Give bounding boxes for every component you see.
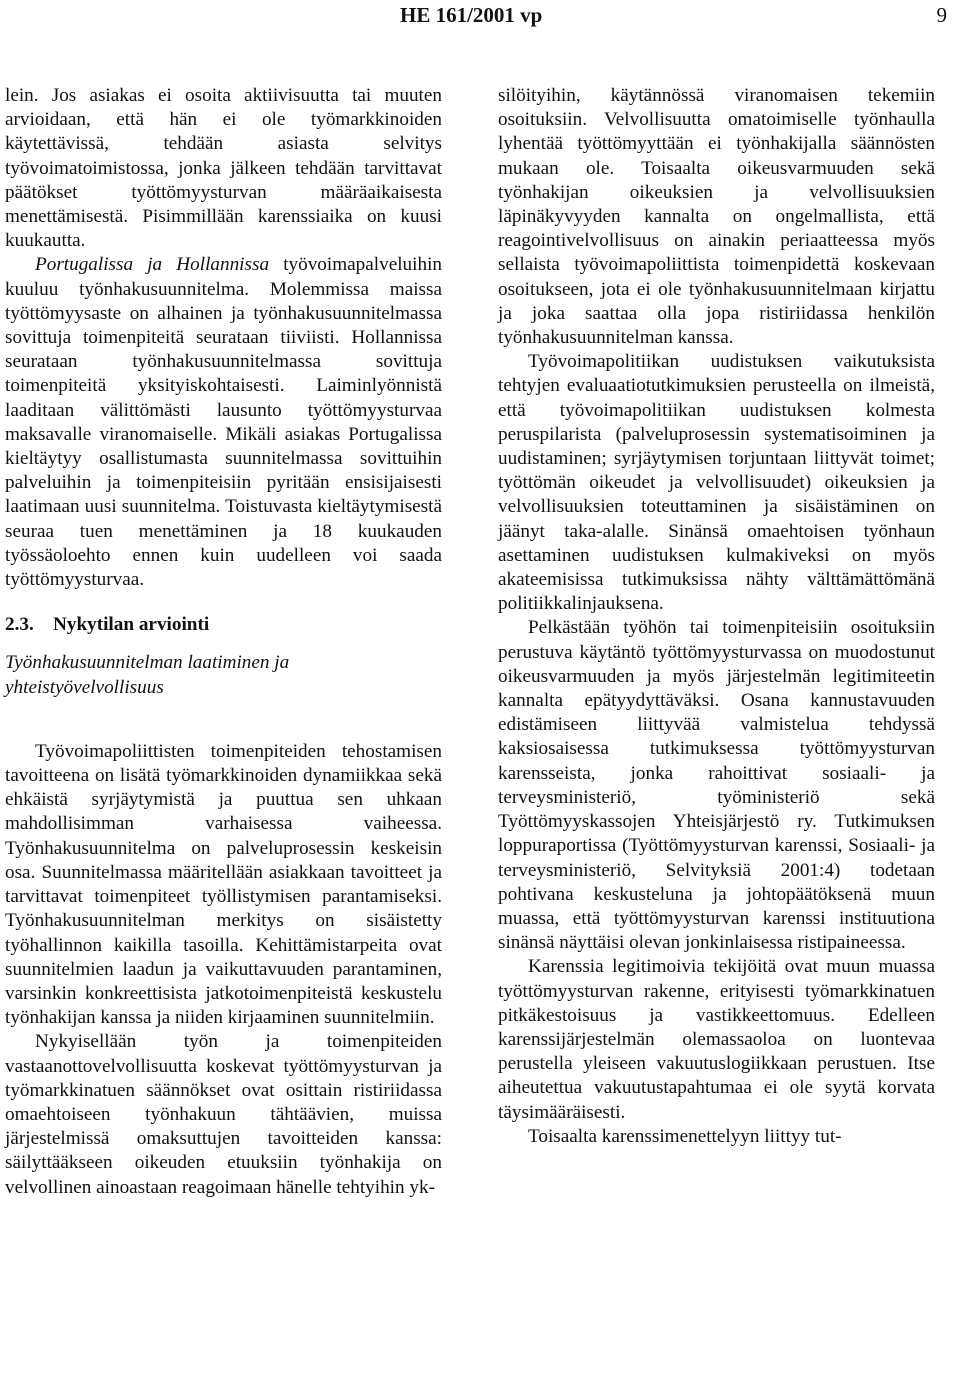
paragraph: Pelkästään työhön tai toimenpiteisiin osoituksiin perustuva käytäntö työttömyysturvassa on muodostunut oikeusvarmuuden ja myös järjestelmän legitimiteetin kannalta epätyydyttäväksi. Osana kannustavuuden edistämiseen liittyvää valmistelua tehdyssä kaksiosaisessa tutkimuksessa työttömyysturvan karensseista, jonka rahoittivat sosiaali- ja terveysministeriö, työministeriö sekä Työttömyyskassojen Yhteisjärjestö ry. Tutkimuksen loppuraportissa (Työttömyysturvan karenssi, Sosiaali- ja terveysministeriö, Selvityksiä 2001:4) todetaan pohtivana keskusteluna ja johtopäätöksenä muun muassa, että työttömyysturvan karenssi instituutiona sinänsä näyttäisi olevan jonkinlaisessa ristipaineessa. xyxy=(498,617,935,954)
paragraph-text: työvoimapalveluihin kuuluu työnhakusuunnitelma. Molemmissa maissa työttömyysaste on alhainen ja työnhakusuunnitelmassa sovittuja toimenpiteitä seurataan tiiviisti. Hollannissa seurataan työnhakusuunnitelmassa sovittuja toimenpiteitä yksityiskohtaisesti. Laiminlyönnistä laaditaan välittömästi lausunto työttömyysturvaa maksavalle viranomaiselle. Mikäli asiakas Portugalissa kieltäytyy osallistumasta suunnitelmassa sovittuihin palveluihin ja toimenpiteisiin pyritään ensisijaisesti laatimaan uusi suunnitelma. Toistuvasta kieltäytymisestä seuraa tuen menettäminen ja 18 kuukauden työssäoloehto ennen kuin uudelleen voi saada työttömyysturvaa. xyxy=(5,254,442,591)
left-column xyxy=(5,84,442,1200)
italic-country-names: Portugalissa ja Hollannissa xyxy=(35,254,270,276)
right-column xyxy=(498,84,935,1149)
document-title: HE 161/2001 vp xyxy=(400,3,543,27)
section-title: Nykytilan arviointi xyxy=(53,614,210,636)
paragraph: Toisaalta karenssimenettelyyn liittyy tut- xyxy=(528,1125,842,1147)
subsection-heading: Työnhakusuunnitelman laatiminen ja yhteistyövelvollisuus xyxy=(5,652,290,698)
page-number: 9 xyxy=(936,3,947,27)
page-header xyxy=(0,0,960,36)
paragraph: Nykyisellään työn ja toimenpiteiden vastaanottovelvollisuutta koskevat työttömyysturvan ja työmarkkinatuen säännökset ovat osittain ristiriidassa omaehtoiseen työnhakuun tähtäävien, muissa järjestelmissä omaksuttujen tavoitteiden kanssa: säilyttääkseen oikeuden etuuksiin työnhakija on velvollinen ainoastaan reagoimaan hänelle tehtyihin yk- xyxy=(5,1031,442,1198)
section-heading xyxy=(5,613,442,637)
paragraph: Karenssia legitimoivia tekijöitä ovat muun muassa työttömyysturvan rakenne, erityisesti työmarkkinatuen pitkäkestoisuus ja vastikkeettomuus. Edelleen karenssijärjestelmän olemassaoloa on luontevaa perustella yleiseen vakuutuslogiikkaan perustuen. Itse aiheutettua vakuutustapahtumaa ei ole syytä korvata täysimääräisesti. xyxy=(498,956,935,1123)
section-number: 2.3. xyxy=(5,614,34,636)
paragraph: silöityihin, käytännössä viranomaisen tekemiin osoituksiin. Velvollisuutta omatoimiselle työnhaulla lyhentää työttömyyttään ei työnhakijalla säännösten mukaan ole. Toisaalta oikeusvarmuuden sekä työnhakijan oikeuksien ja velvollisuuksien läpinäkyvyyden kannalta on ongelmallista, että reagointivelvollisuus on ainakin periaatteessa myös sellaista työvoimapoliittista toimenpidettä koskevaan osoitukseen, jota ei ole työnhakusuunnitelmaan kirjattu ja joka saattaa olla jopa ristiriidassa henkilön työnhakusuunnitelman kanssa. xyxy=(498,85,935,349)
paragraph: lein. Jos asiakas ei osoita aktiivisuutta tai muuten arvioidaan, että hän ei ole työmarkkinoiden käytettävissä, tehdään asiasta selvitys työvoimatoimistossa, jonka jälkeen tehdään tarvittavat päätökset työttömyysturvan määräaikaisesta menettämisestä. Pisimmillään karenssiaika on kuusi kuukautta. xyxy=(5,85,442,252)
paragraph: Työvoimapoliittisten toimenpiteiden tehostamisen tavoitteena on lisätä työmarkkinoiden dynamiikkaa sekä ehkäistä syrjäytymistä ja puuttua sen uhkaan mahdollisimman varhaisessa vaiheessa. Työnhakusuunnitelma on palveluprosessin keskeisin osa. Suunnitelmassa määritellään asiakkaan tavoitteet ja tarvittavat toimenpiteet työllistymisen parantamiseksi. Työnhakusuunnitelman merkitys on sisäistetty työhallinnon kaikilla tasoilla. Kehittämistarpeita ovat suunnitelmien laadun ja vaikuttavuuden parantaminen, varsinkin konkreettisista jatkotoimenpiteistä keskustelu työnhakijan kanssa ja niiden kirjaaminen suunnitelmiin. xyxy=(5,740,442,1029)
paragraph xyxy=(5,253,442,592)
paragraph: Työvoimapolitiikan uudistuksen vaikutuksista tehtyjen evaluaatiotutkimuksien perusteella on ilmeistä, että työvoimapolitiikan uudistuksen kolmesta peruspilarista (palveluprosessin systematisoiminen ja uudistaminen; syrjäytymisen torjuntaan liittyvät toimet; työttömän oikeudet ja velvollisuudet) oikeuksien ja velvollisuuksien toteuttaminen ja sisäistäminen on jäänyt taka-alalle. Sinänsä omaehtoisen työnhaun asettaminen uudistuksen kulmakiveksi on myös akateemisissa tutkimuksissa nähty välttämättömänä politiikkalinjauksena. xyxy=(498,351,935,615)
